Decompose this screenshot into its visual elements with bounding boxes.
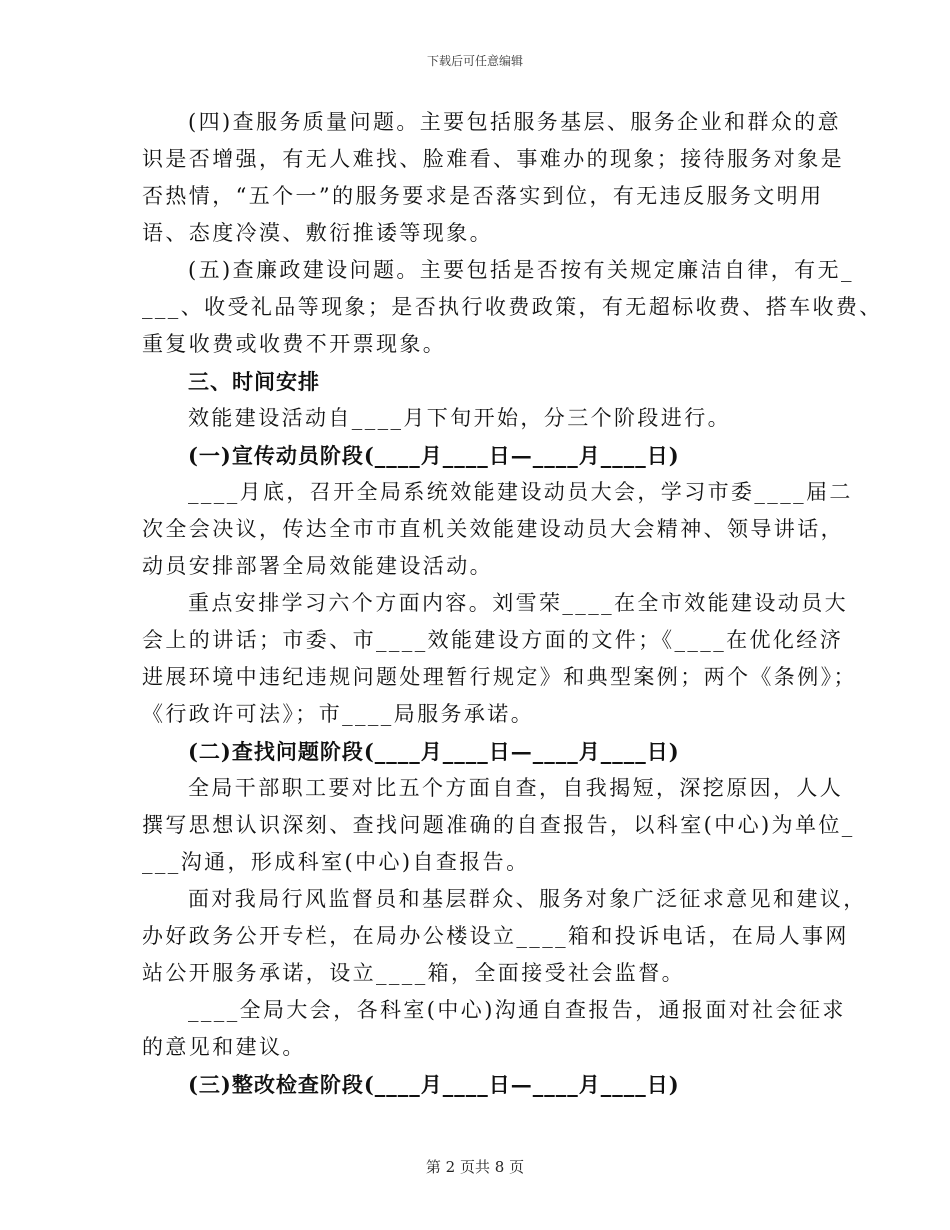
body-text-line: ___沟通，形成科室(中心)自查报告。: [142, 850, 530, 874]
body-text-line: ____全局大会，各科室(中心)沟通自查报告，通报面对社会征求: [188, 998, 846, 1022]
body-text-line: 撰写思想认识深刻、查找问题准确的自查报告，以科室(中心)为单位_: [142, 813, 855, 837]
body-text-line: ___、收受礼品等现象；是否执行收费政策，有无超标收费、搭车收费、: [142, 295, 883, 319]
body-text-line: 《行政许可法》；市____局服务承诺。: [142, 702, 535, 726]
section-heading: (三)整改检查阶段(____月____日—____月____日): [188, 1072, 680, 1097]
body-text-line: 语、态度冷漠、敷衍推诿等现象。: [142, 221, 493, 245]
body-text-line: 的意见和建议。: [142, 1035, 306, 1059]
body-text-line: 站公开服务承诺，设立____箱，全面接受社会监督。: [142, 961, 685, 985]
section-heading: 三、时间安排: [188, 369, 320, 394]
body-text-line: ____月底，召开全局系统效能建设动员大会，学习市委____届二: [188, 480, 853, 504]
body-text-line: 识是否增强，有无人难找、脸难看、事难办的现象；接待服务对象是: [142, 147, 844, 171]
body-text-line: 面对我局行风监督员和基层群众、服务对象广泛征求意见和建议，: [188, 887, 867, 911]
body-text-line: 全局干部职工要对比五个方面自查，自我揭短，深挖原因，人人: [188, 776, 844, 800]
page-footer: 第 2 页共 8 页: [425, 1158, 525, 1176]
body-text-line: 会上的讲话；市委、市____效能建设方面的文件；《____在优化经济: [142, 628, 844, 652]
body-text-line: 重复收费或收费不开票现象。: [142, 332, 447, 356]
body-text-line: 否热情，“五个一”的服务要求是否落实到位，有无违反服务文明用: [142, 184, 824, 208]
section-heading: (一)宣传动员阶段(____月____日—____月____日): [188, 443, 680, 468]
section-heading: (二)查找问题阶段(____月____日—____月____日): [188, 739, 680, 764]
body-text-line: 动员安排部署全局效能建设活动。: [142, 554, 493, 578]
body-text-line: 次全会决议，传达全市市直机关效能建设动员大会精神、领导讲话，: [142, 517, 844, 541]
body-text-line: 进展环境中违纪违规问题处理暂行规定》和典型案例；两个《条例》；: [142, 665, 857, 689]
page-header: 下载后可任意编辑: [426, 54, 523, 68]
document-body: [142, 104, 883, 1103]
body-text-line: 效能建设活动自____月下旬开始，分三个阶段进行。: [188, 406, 731, 430]
body-text-line: 办好政务公开专栏，在局办公楼设立____箱和投诉电话，在局人事网: [142, 924, 849, 948]
body-text-line: 重点安排学习六个方面内容。刘雪荣____在全市效能建设动员大: [188, 591, 848, 615]
body-text-line: (四)查服务质量问题。主要包括服务基层、服务企业和群众的意: [188, 110, 841, 134]
body-text-line: (五)查廉政建设问题。主要包括是否按有关规定廉洁自律，有无_: [188, 258, 854, 282]
